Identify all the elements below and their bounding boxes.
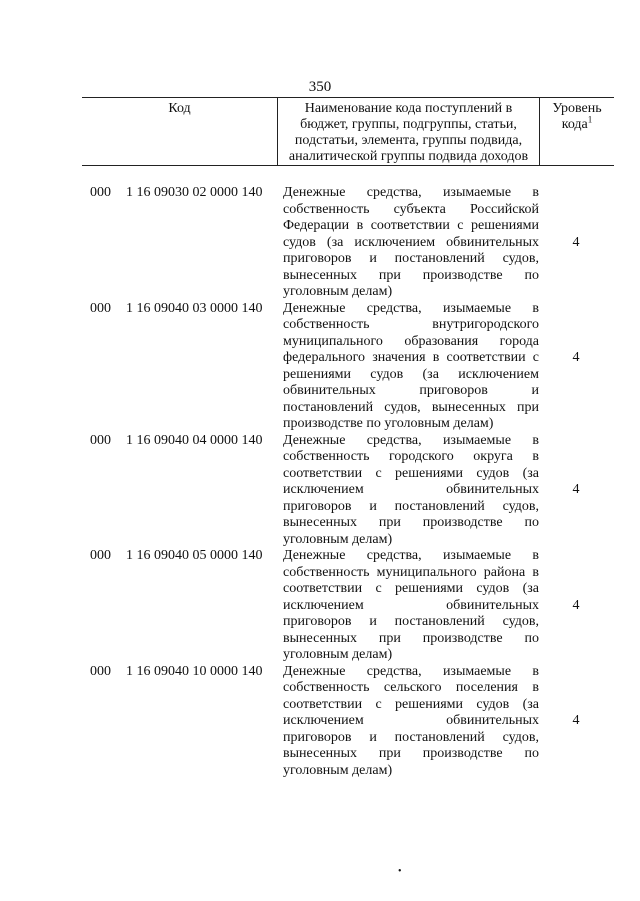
row-code: 1 16 09040 04 0000 140: [126, 432, 263, 448]
row-level: 4: [572, 350, 580, 365]
table-row: [0, 548, 640, 664]
row-name: [283, 433, 539, 549]
row-name-line: соответствии с решениями судов (за: [283, 696, 539, 712]
row-code: 1 16 09030 02 0000 140: [126, 185, 263, 200]
table-row: [0, 664, 640, 780]
row-name-line: Федерации в соответствии с решениями: [283, 218, 539, 233]
row-name-line: исключением обвинительных: [283, 713, 539, 728]
row-name-line: уголовным делам): [283, 762, 393, 778]
row-name-line: Денежные средства, изымаемые в: [283, 663, 539, 679]
row-name-line: собственность внутригородского: [283, 317, 539, 332]
header-level-line1: Уровень: [552, 101, 602, 116]
header-level: [540, 98, 614, 165]
row-name-line: вынесенных при производстве по: [283, 515, 539, 530]
table-row: [0, 185, 640, 301]
header-name: [278, 98, 540, 165]
row-name-line: судов (за исключением обвинительных: [283, 234, 539, 250]
table-row: [0, 301, 640, 433]
row-name-line: обвинительных приговоров и: [283, 383, 539, 398]
row-name-line: соответствии с решениями судов (за: [283, 465, 539, 481]
row-name: [283, 301, 539, 433]
row-prefix: 000: [90, 300, 111, 316]
row-level: 4: [572, 482, 580, 497]
row-name-line: вынесенных при производстве по: [283, 630, 539, 646]
row-name-line: муниципального образования города: [283, 333, 539, 349]
row-name-line: вынесенных при производстве по: [283, 267, 539, 283]
row-name-line: приговоров и постановлений судов,: [283, 614, 539, 629]
row-level: 4: [572, 597, 580, 613]
row-code: 1 16 09040 10 0000 140: [126, 663, 263, 679]
row-name-line: федерального значения в соответствии с: [283, 350, 539, 365]
page-number: 350: [308, 79, 332, 95]
row-name-line: приговоров и постановлений судов,: [283, 729, 539, 745]
row-name-line: исключением обвинительных: [283, 597, 539, 613]
row-name-line: Денежные средства, изымаемые в: [283, 432, 539, 448]
row-prefix: 000: [90, 663, 111, 679]
row-name-line: собственность муниципального района в: [283, 564, 539, 580]
footnote-mark: 1: [587, 114, 593, 125]
row-name-line: решениями судов (за исключением: [283, 366, 539, 382]
row-name-line: собственность сельского поселения в: [283, 680, 539, 695]
row-name-line: уголовным делам): [283, 531, 393, 547]
row-name-line: Денежные средства, изымаемые в: [283, 300, 539, 316]
header-name-line: аналитической группы подвида доходов: [288, 149, 529, 164]
row-name-line: Денежные средства, изымаемые в: [283, 185, 539, 200]
row-name-line: исключением обвинительных: [283, 482, 539, 497]
row-code: 1 16 09040 03 0000 140: [126, 300, 263, 316]
row-name-line: приговоров и постановлений судов,: [283, 498, 539, 514]
scan-mark: •: [398, 866, 402, 877]
row-level: 4: [572, 234, 580, 250]
row-name: [283, 664, 539, 780]
row-name-line: собственность субъекта Российской: [283, 201, 539, 217]
row-name-line: постановлений судов, вынесенных при: [283, 399, 539, 415]
row-name-line: приговоров и постановлений судов,: [283, 251, 539, 266]
row-name-line: собственность городского округа в: [283, 449, 539, 464]
header-level-kod: кода: [561, 117, 588, 132]
row-level: 4: [572, 713, 580, 728]
row-code: 1 16 09040 05 0000 140: [126, 548, 263, 563]
table-row: [0, 433, 640, 549]
table-body: [0, 185, 640, 779]
header-name-line: подстатьи, элемента, группы подвида,: [294, 133, 523, 148]
header-name-line: бюджет, группы, подгруппы, статьи,: [300, 117, 517, 132]
row-name-line: соответствии с решениями судов (за: [283, 581, 539, 596]
header-name-line: Наименование кода поступлений в: [304, 101, 513, 116]
row-name-line: Денежные средства, изымаемые в: [283, 548, 539, 563]
row-name-line: уголовным делам): [283, 284, 393, 299]
row-prefix: 000: [90, 432, 111, 448]
table-header: [82, 97, 614, 166]
row-name-line: вынесенных при производстве по: [283, 746, 539, 761]
header-code: Код: [82, 98, 278, 165]
row-prefix: 000: [90, 185, 111, 200]
row-name: [283, 185, 539, 301]
row-name-line: производстве по уголовным делам): [283, 416, 494, 431]
row-name: [283, 548, 539, 664]
header-level-line2: [540, 114, 614, 133]
row-name-line: уголовным делам): [283, 647, 393, 662]
row-prefix: 000: [90, 548, 111, 563]
